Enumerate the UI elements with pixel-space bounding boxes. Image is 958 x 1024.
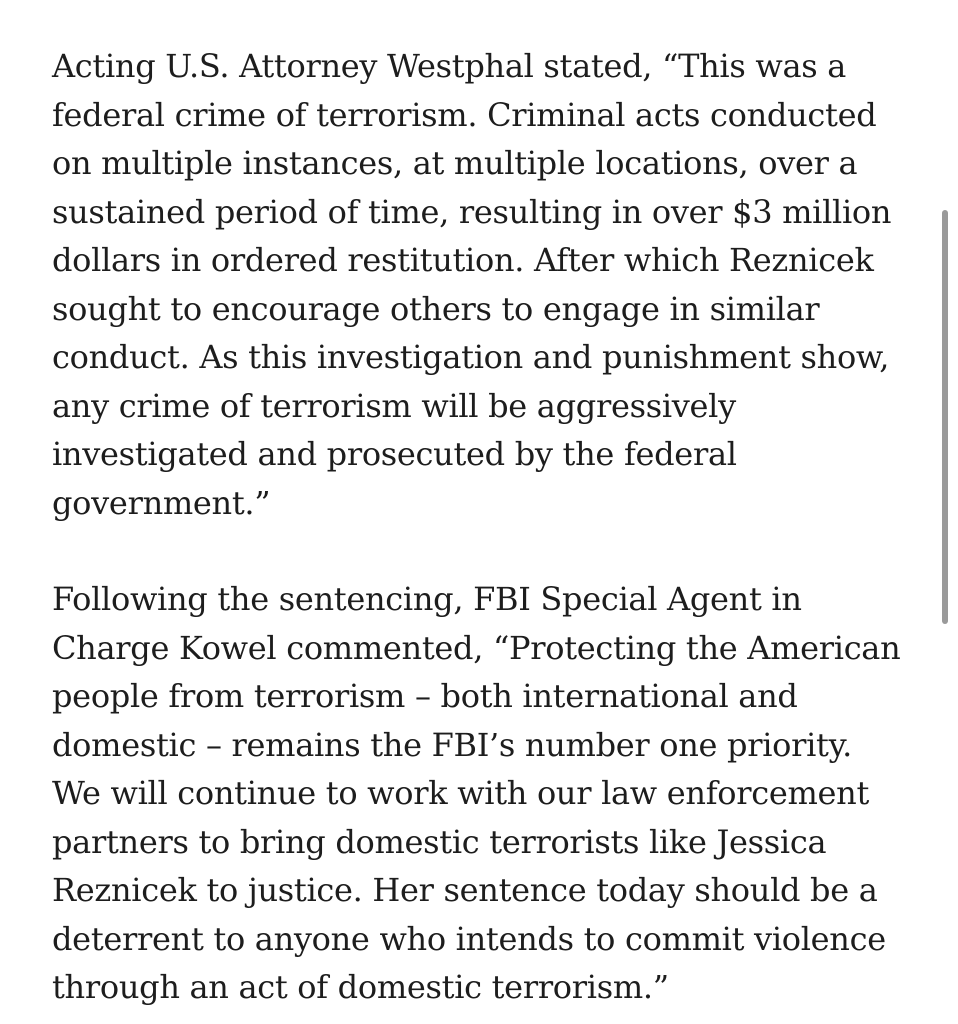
paragraph-kowel-comment: Following the sentencing, FBI Special Agent in Charge Kowel commented, “Protecting the American people from terrorism – both international and domestic – remains the FBI’s number one priority. We will continue to work with our law enforcement partners to bring domestic terrorists like Jessica Reznicek to justice. Her sentence today should be a deterrent to anyone who intends to commit violence through an act of domestic terrorism.” [52, 580, 901, 1006]
paragraph-westphal-statement: Acting U.S. Attorney Westphal stated, “This was a federal crime of terrorism. Criminal acts conducted on multiple instances, at multiple locations, over a sustained period of time, resulting in over $3 million dollars in ordered restitution. After which Reznicek sought to encourage others to engage in similar conduct. As this investigation and punishment show, any crime of terrorism will be aggressively investigated and prosecuted by the federal government.” [52, 47, 892, 522]
scrollbar-thumb[interactable] [942, 210, 948, 624]
article-body [52, 42, 912, 1012]
vertical-scrollbar[interactable] [942, 210, 950, 624]
